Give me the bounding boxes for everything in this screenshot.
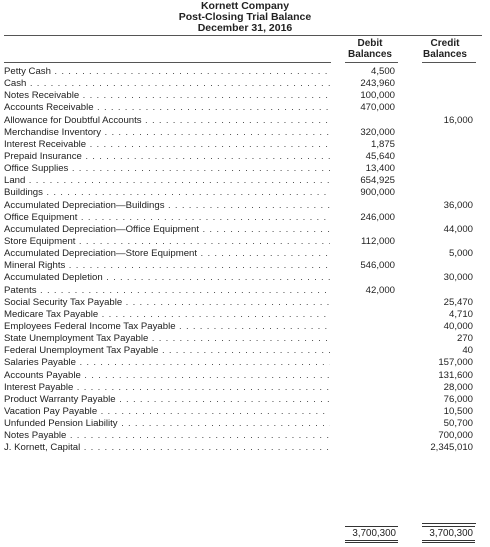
- table-row: [0, 297, 490, 309]
- account-name: Cash . . .: [4, 78, 330, 90]
- table-row: [0, 200, 490, 212]
- account-name: Allowance for Doubtful Accounts . . .: [4, 115, 330, 127]
- account-name: Notes Payable . . .: [4, 430, 330, 442]
- table-row: [0, 394, 490, 406]
- debit-amount: 470,000: [360, 102, 395, 114]
- account-name: Unfunded Pension Liability . . .: [4, 418, 330, 430]
- debit-amount: 100,000: [360, 90, 395, 102]
- account-name: Land . . .: [4, 175, 330, 187]
- account-name: Notes Receivable . . .: [4, 90, 330, 102]
- debit-amount: 546,000: [360, 260, 395, 272]
- statement-header: [0, 0, 490, 34]
- debit-amount: 4,500: [370, 66, 395, 77]
- account-name: Prepaid Insurance . . .: [4, 151, 330, 163]
- table-row: [0, 442, 490, 454]
- header-rule: [4, 35, 482, 36]
- credit-amount: 16,000: [443, 114, 473, 126]
- account-name: Office Supplies . . .: [4, 163, 330, 175]
- credit-amount: 10,500: [443, 405, 473, 417]
- account-name: Product Warranty Payable . . .: [4, 394, 330, 406]
- credit-amount: 131,600: [438, 369, 473, 381]
- table-row: [0, 127, 490, 139]
- credit-header-line-2: Balances: [423, 49, 467, 60]
- account-name: Merchandise Inventory . . .: [4, 127, 330, 139]
- credit-header-line-1: Credit: [430, 38, 460, 49]
- table-row: [0, 406, 490, 418]
- table-row: [0, 370, 490, 382]
- debit-amount: 45,640: [365, 150, 395, 162]
- table-row: [0, 285, 490, 297]
- table-row: [0, 272, 490, 284]
- table-row: [0, 333, 490, 345]
- credit-amount: 157,000: [438, 357, 473, 369]
- account-name: Office Equipment . . .: [4, 212, 330, 224]
- table-row: [0, 430, 490, 442]
- account-name: Accounts Payable . . .: [4, 370, 330, 382]
- account-name: Accumulated Depreciation—Buildings . . .: [4, 200, 330, 212]
- account-name: Accumulated Depletion . . .: [4, 272, 330, 284]
- company-name: Kornett Company: [200, 0, 290, 12]
- account-column-rule: [4, 62, 331, 63]
- table-row: [0, 382, 490, 394]
- table-row: [0, 248, 490, 260]
- statement-title: Post-Closing Trial Balance: [178, 11, 312, 23]
- account-name: Social Security Tax Payable . . .: [4, 297, 330, 309]
- credit-amount: 25,470: [443, 296, 473, 308]
- debit-column-rule: [345, 62, 398, 63]
- table-row: [0, 236, 490, 248]
- debit-total: 3,700,300: [345, 526, 398, 543]
- credit-amount: 270: [456, 333, 473, 345]
- table-row: [0, 260, 490, 272]
- debit-amount: 42,000: [365, 284, 395, 296]
- credit-column-header: [410, 38, 480, 60]
- credit-amount: 700,000: [438, 430, 473, 442]
- account-name: State Unemployment Tax Payable . . .: [4, 333, 330, 345]
- account-name: Mineral Rights . . .: [4, 260, 330, 272]
- debit-amount: 900,000: [360, 187, 395, 199]
- debit-amount: 320,000: [360, 126, 395, 138]
- account-name: Interest Receivable . . .: [4, 139, 330, 151]
- credit-amount: 30,000: [443, 272, 473, 284]
- table-row: [0, 175, 490, 187]
- account-name: Buildings . . .: [4, 187, 330, 199]
- debit-amount: 246,000: [360, 211, 395, 223]
- account-name: Medicare Tax Payable . . .: [4, 309, 330, 321]
- account-rows: [0, 66, 490, 455]
- debit-header-line-2: Balances: [348, 49, 392, 60]
- table-row: [0, 78, 490, 90]
- credit-amount: 40: [462, 345, 473, 357]
- table-row: [0, 357, 490, 369]
- account-name: Accumulated Depreciation—Store Equipment . . .: [4, 248, 330, 260]
- account-name: Petty Cash . . .: [4, 66, 330, 78]
- credit-amount: 76,000: [443, 393, 473, 405]
- table-row: [0, 163, 490, 175]
- account-name: Accumulated Depreciation—Office Equipment . . .: [4, 224, 330, 236]
- debit-amount: 654,925: [360, 175, 395, 187]
- table-row: [0, 66, 490, 78]
- debit-amount: 243,960: [360, 78, 395, 90]
- account-name: Employees Federal Income Tax Payable . . .: [4, 321, 330, 333]
- debit-amount: 112,000: [361, 235, 395, 247]
- statement-date: December 31, 2016: [197, 22, 293, 34]
- debit-amount: 1,875: [370, 138, 395, 150]
- account-name: Patents . . .: [4, 285, 330, 297]
- credit-amount: 40,000: [443, 320, 473, 332]
- credit-amount: 28,000: [443, 381, 473, 393]
- debit-column-header: [340, 38, 400, 60]
- table-row: [0, 187, 490, 199]
- account-name: Interest Payable . . .: [4, 382, 330, 394]
- table-row: [0, 345, 490, 357]
- column-headers: [0, 38, 490, 64]
- table-row: [0, 418, 490, 430]
- table-row: [0, 102, 490, 114]
- credit-total: 3,700,300: [422, 526, 475, 543]
- credit-column-rule: [422, 62, 476, 63]
- table-row: [0, 90, 490, 102]
- account-name: J. Kornett, Capital . . .: [4, 442, 330, 454]
- account-name: Salaries Payable . . .: [4, 357, 330, 369]
- credit-amount: 2,345,010: [430, 442, 473, 454]
- table-row: [0, 139, 490, 151]
- credit-amount: 5,000: [448, 248, 473, 260]
- table-row: [0, 151, 490, 163]
- credit-amount: 36,000: [443, 199, 473, 211]
- account-name: Vacation Pay Payable . . .: [4, 406, 330, 418]
- debit-amount: 13,400: [365, 163, 395, 175]
- table-row: [0, 321, 490, 333]
- account-name: Store Equipment . . .: [4, 236, 330, 248]
- credit-amount: 44,000: [443, 223, 473, 235]
- totals-row: [0, 524, 490, 544]
- account-name: Accounts Receivable . . .: [4, 102, 330, 114]
- account-name: Federal Unemployment Tax Payable . . .: [4, 345, 330, 357]
- table-row: [0, 309, 490, 321]
- table-row: [0, 224, 490, 236]
- table-row: [0, 115, 490, 127]
- debit-header-line-1: Debit: [357, 38, 383, 49]
- table-row: [0, 212, 490, 224]
- credit-amount: 50,700: [443, 418, 473, 430]
- credit-amount: 4,710: [448, 308, 473, 320]
